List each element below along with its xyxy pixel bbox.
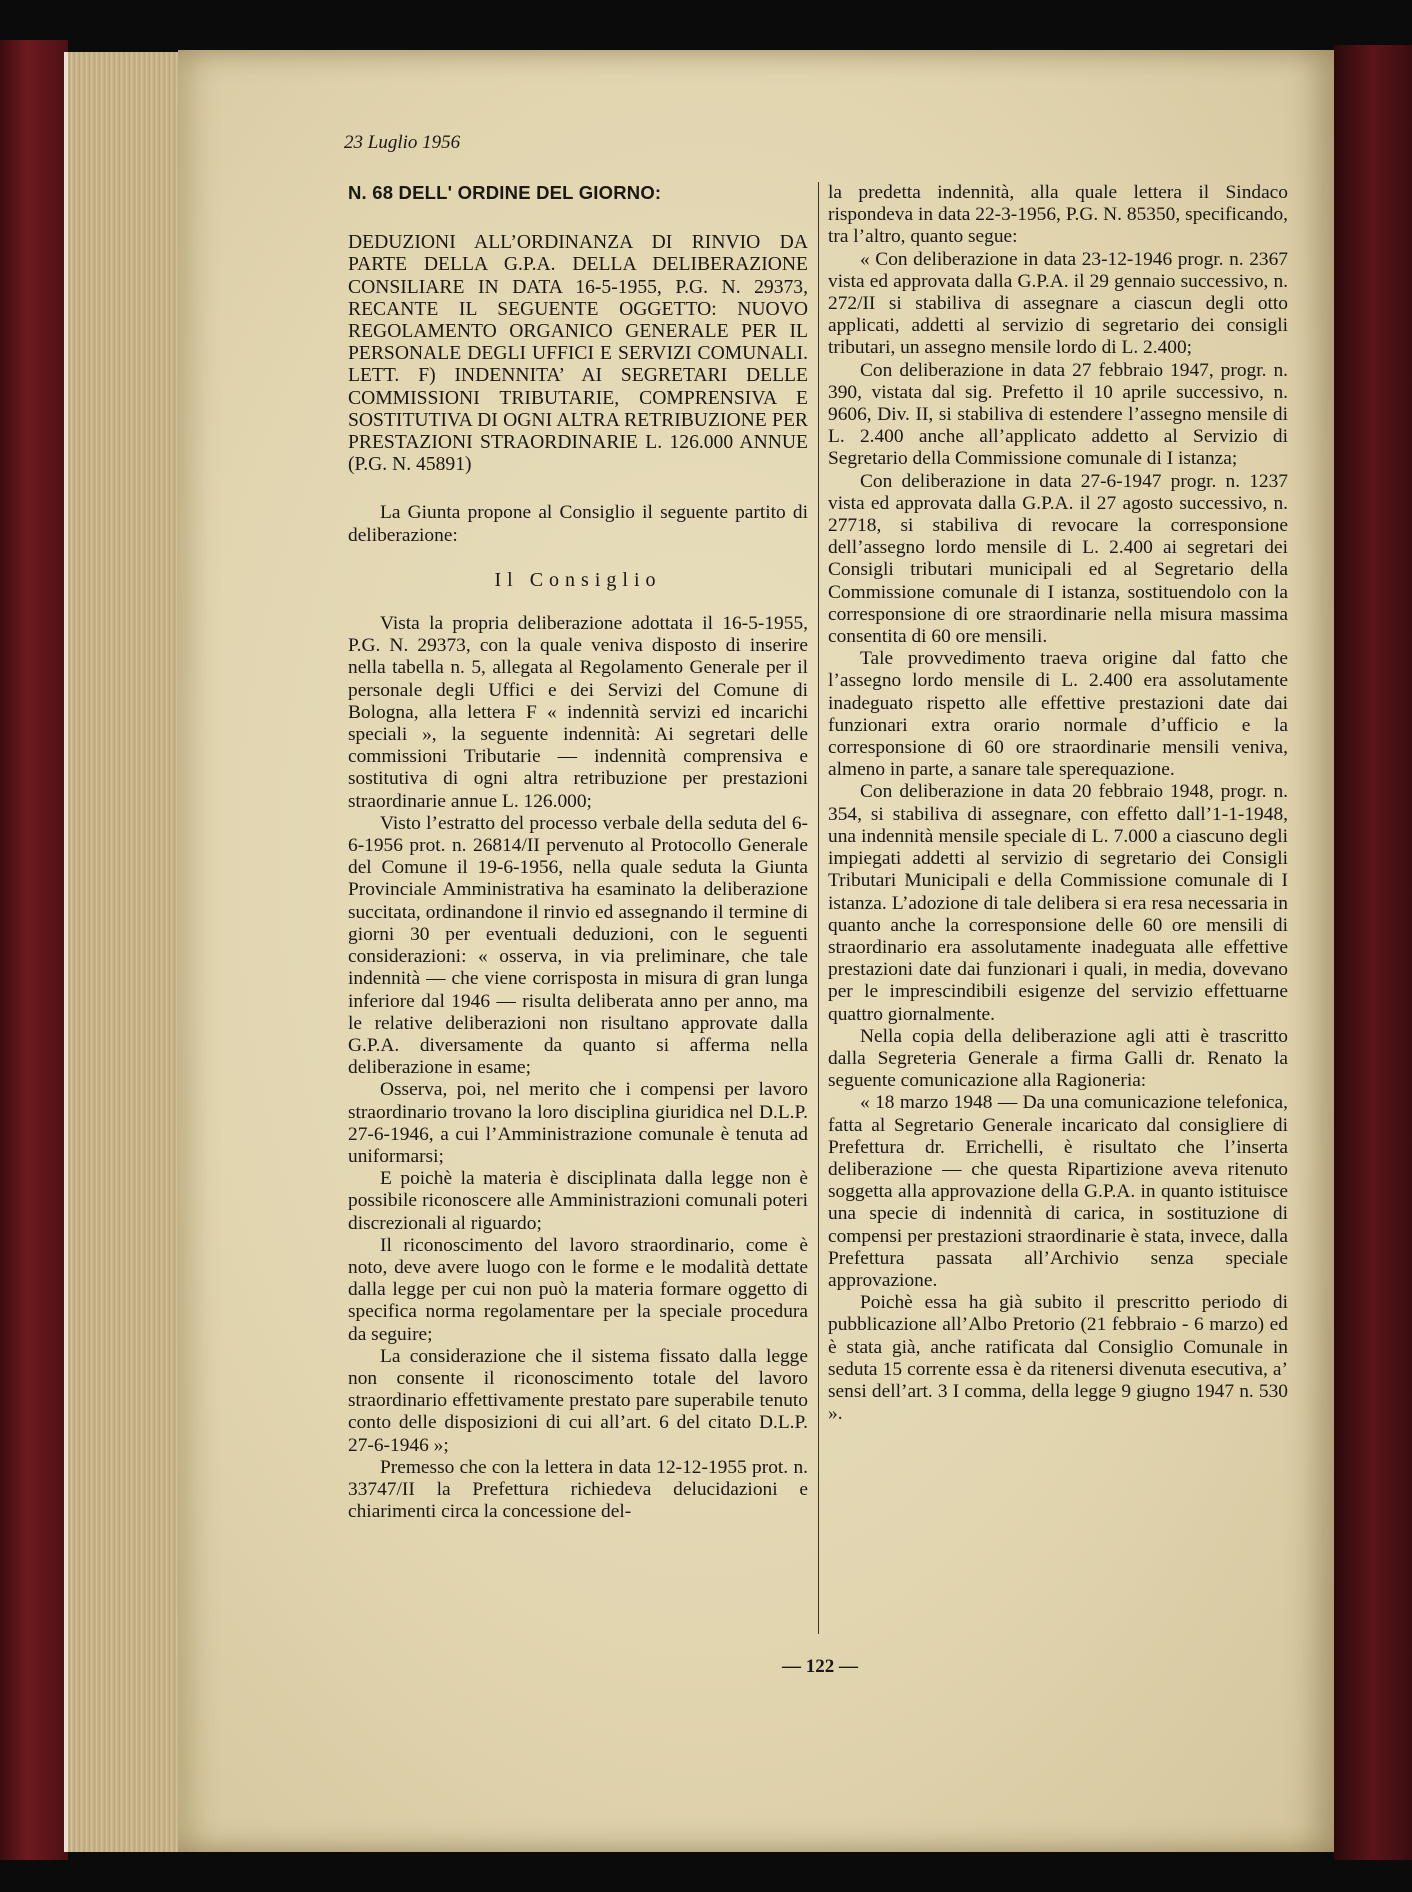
right-paragraph: Con deliberazione in data 27-6-1947 progr. n. 1237 vista ed approvata dalla G.P.A. il 27 agosto successivo, n. 27718, si stabiliva di revocare la corresponsione dell’assegno lordo mensile di L. 2.400 ai segretari dei Consigli tributari municipali ed al Segretario della Commissione comunale di I istanza, sostituendolo con la corresponsione di ore straordinarie nella misura massima consentita di 60 ore mensili. [828,470,1288,648]
page-number: — 122 — [782,1656,858,1677]
left-paragraph: Visto l’estratto del processo verbale della seduta del 6-6-1956 prot. n. 26814/II pervenuto al Protocollo Generale del Comune il 19-6-1956, nella quale seduta la Giunta Provinciale Amministrativa ha esaminato la deliberazione succitata, ordinandone il rinvio ed assegnando il termine di giorni 30 per eventuali deduzioni, con le seguenti considerazioni: « osserva, in via preliminare, che tale indennità — che viene corrisposta in misura di gran lunga inferiore dal 1946 — risulta deliberata anno per anno, ma le relative deliberazioni non risultano approvate dalla G.P.A. diversamente da quanto si afferma nella deliberazione in esame; [348,812,808,1079]
column-divider [818,182,819,1634]
subject-heading: DEDUZIONI ALL’ORDINANZA DI RINVIO DA PARTE DELLA G.P.A. DELLA DELIBERAZIONE CONSILIARE IN DATA 16-5-1955, P.G. N. 29373, RECANTE IL SEGUENTE OGGETTO: NUOVO REGOLAMENTO ORGANICO GENERALE PER IL PERSONALE DEGLI UFFICI E SERVIZI COMUNALI. LETT. F) INDENNITA’ AI SEGRETARI DELLE COMMISSIONI TRIBUTARIE, COMPRENSIVA E SOSTITUTIVA DI OGNI ALTRA RETRIBUZIONE PER PRESTAZIONI STRAORDINARIE L. 126.000 ANNUE (P.G. N. 45891) [348,232,808,476]
left-paragraph: E poichè la materia è disciplinata dalla legge non è possibile riconoscere alle Amministrazioni comunali poteri discrezionali al riguardo; [348,1168,808,1234]
intro-paragraph: La Giunta propone al Consiglio il seguente partito di deliberazione: [348,502,808,546]
right-column [828,182,1288,1425]
right-paragraph: Con deliberazione in data 27 febbraio 1947, progr. n. 390, vistata dal sig. Prefetto il 10 aprile successivo, n. 9606, Div. II, si stabiliva di estendere l’assegno mensile di L. 2.400 anche all’applicato addetto al Servizio di Segretario della Commissione comunale di I istanza; [828,359,1288,470]
left-paragraph: Il riconoscimento del lavoro straordinario, come è noto, deve avere luogo con le forme e le modalità dettate dalla legge per cui non può la materia formare oggetto di specifica norma regolamentare per la speciale procedura da seguire; [348,1234,808,1345]
page-edges [64,52,186,1852]
left-paragraph: La considerazione che il sistema fissato dalla legge non consente il riconoscimento totale del lavoro straordinario effettivamente prestato pare superabile tenuto conto delle disposizioni di cui all’art. 6 del citato D.L.P. 27-6-1946 »; [348,1345,808,1456]
right-paragraph: « 18 marzo 1948 — Da una comunicazione telefonica, fatta al Segretario Generale incaricato dal consigliere di Prefettura dr. Errichelli, è risultato che l’inserta deliberazione — che questa Ripartizione aveva ritenuto soggetta alla approvazione della G.P.A. in quanto istituisce una specie di indennità di carica, in sostituzione di compensi per prestazioni straordinarie è stata, invece, dalla Prefettura passata all’Archivio senza speciale approvazione. [828,1092,1288,1291]
left-column [348,182,808,1523]
right-paragraph: Poichè essa ha già subito il prescritto periodo di pubblicazione all’Albo Pretorio (21 febbraio - 6 marzo) ed è stata già, anche ratificata dal Consiglio Comunale in seduta 15 corrente essa è da ritenersi divenuta esecutiva, a’ sensi dell’art. 3 I comma, della legge 9 giugno 1947 n. 530 ». [828,1292,1288,1425]
right-paragraph: « Con deliberazione in data 23-12-1946 progr. n. 2367 vista ed approvata dalla G.P.A. il 29 gennaio successivo, n. 272/II si stabiliva di assegnare a ciascun degli otto applicati, addetti al servizio di segretario dei consigli tributari, un assegno mensile lordo di L. 2.400; [828,248,1288,359]
right-paragraph: Nella copia della deliberazione agli atti è trascritto dalla Segreteria Generale a firma Galli dr. Renato la seguente comunicazione alla Ragioneria: [828,1025,1288,1092]
left-paragraph: Vista la propria deliberazione adottata il 16-5-1955, P.G. N. 29373, con la quale veniva disposto di inserire nella tabella n. 5, allegata al Regolamento Generale per il personale degli Uffici e dei Servizi del Comune di Bologna, alla lettera F « indennità servizi ed incarichi speciali », la seguente indennità: Ai segretari delle commissioni Tributarie — indennità comprensiva e sostitutiva di ogni altra retribuzione per prestazioni straordinarie annue L. 126.000; [348,613,808,812]
book-cover-left [0,40,68,1860]
left-paragraph: Premesso che con la lettera in data 12-12-1955 prot. n. 33747/II la Prefettura richiedeva delucidazioni e chiarimenti circa la concessione del- [348,1456,808,1523]
left-paragraph: Osserva, poi, nel merito che i compensi per lavoro straordinario trovano la loro disciplina giuridica nel D.L.P. 27-6-1946, a cui l’Amministrazione comunale è tenuta ad uniformarsi; [348,1079,808,1167]
right-paragraph: Tale provvedimento traeva origine dal fatto che l’assegno lordo mensile di L. 2.400 era assolutamente inadeguato rispetto alle effettive prestazioni date dai funzionari extra orario normale d’ufficio e la corresponsione di 60 ore straordinarie mensili veniva, almeno in parte, a sanare tale sperequazione. [828,648,1288,781]
right-paragraph: Con deliberazione in data 20 febbraio 1948, progr. n. 354, si stabiliva di assegnare, con effetto dall’1-1-1948, una indennità mensile speciale di L. 7.000 a ciascuno degli impiegati addetti al servizio di segretario dei Consigli Tributari Municipali e della Commissione comunale di I istanza. L’adozione di tale delibera si era resa necessaria in quanto anche la corresponsione delle 60 ore mensili di straordinario era assolutamente inadeguata alle effettive prestazioni date dai funzionari i quali, in media, dovevano per le imprescindibili esigenze del servizio effettuarne quattro giornalmente. [828,781,1288,1025]
agenda-item-title: N. 68 DELL' ORDINE DEL GIORNO: [348,182,662,203]
book-cover-right [1334,45,1412,1860]
page-date: 23 Luglio 1956 [344,132,461,153]
right-continuation: la predetta indennità, alla quale lettera il Sindaco rispondeva in data 22-3-1956, P.G. N. 85350, specificando, tra l’altro, quanto segue: [828,182,1288,248]
council-heading: Il Consiglio [494,568,662,591]
